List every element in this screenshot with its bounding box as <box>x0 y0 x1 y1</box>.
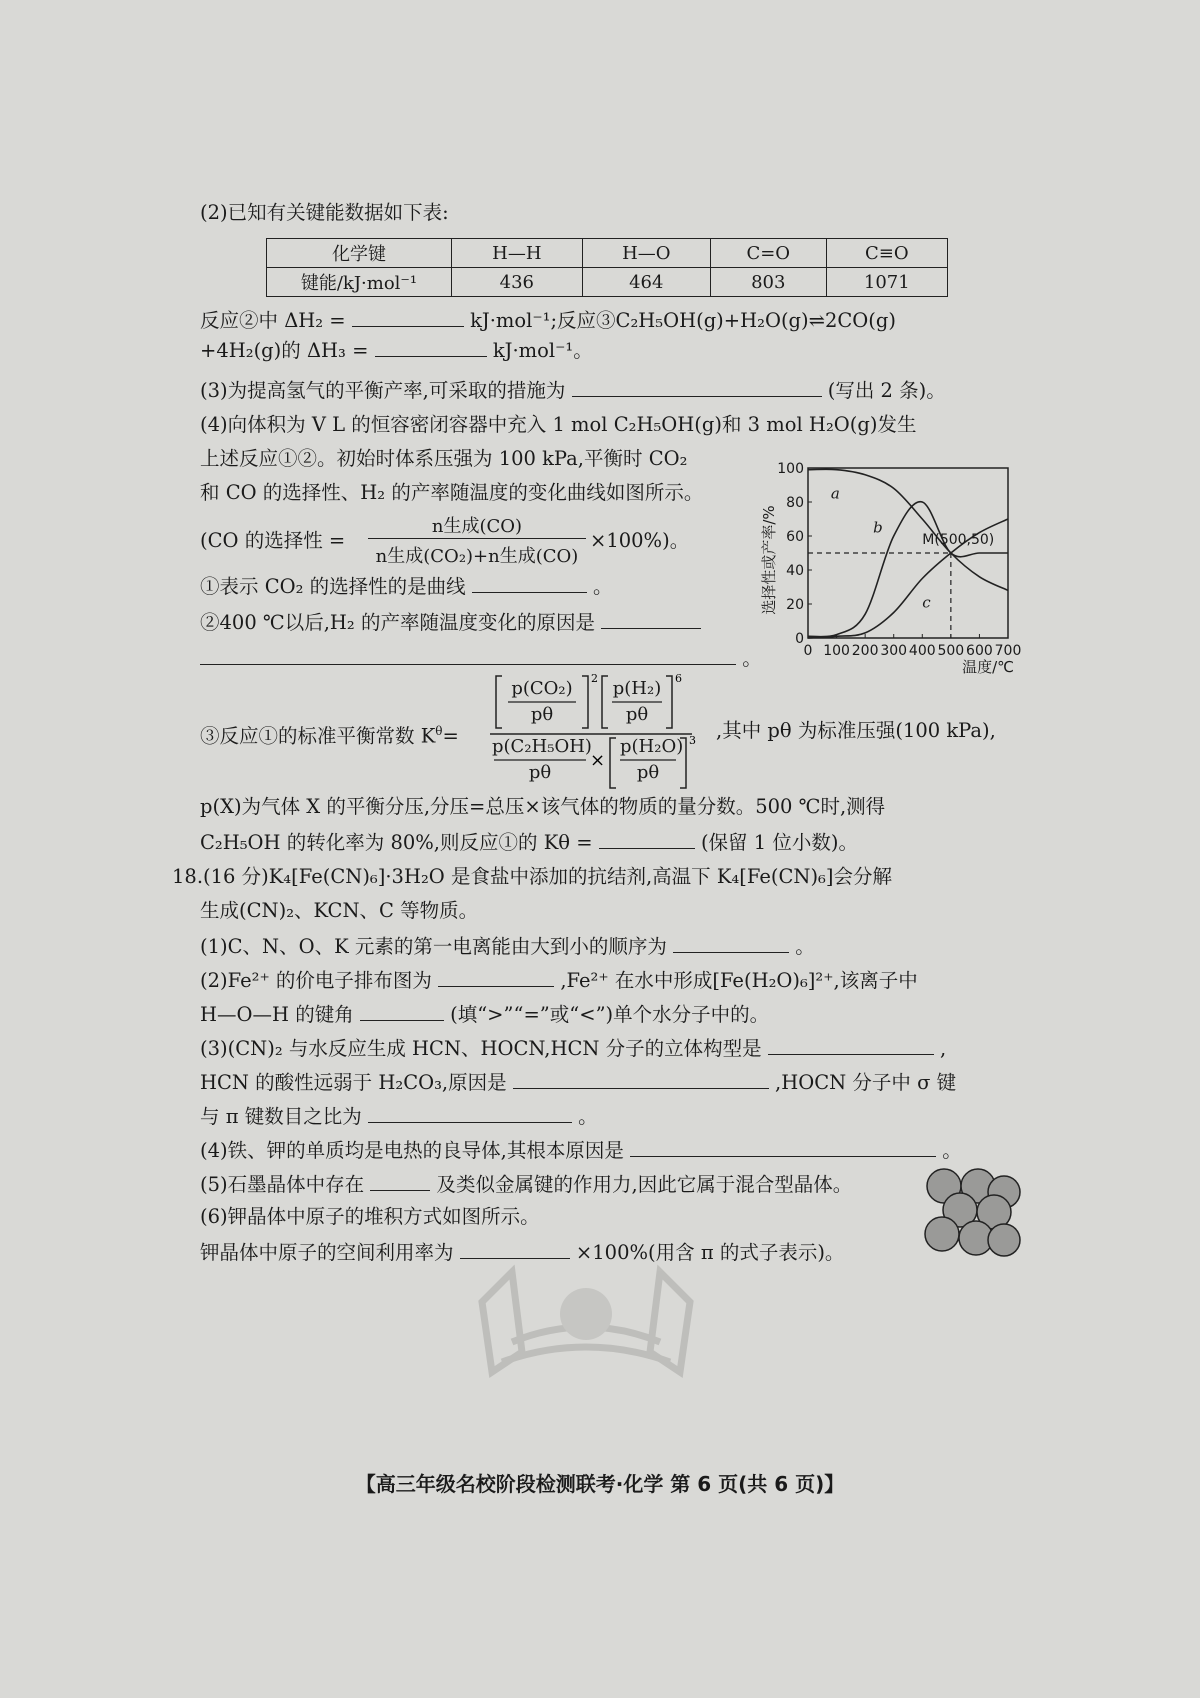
answer-blank-electron-config[interactable] <box>438 964 554 987</box>
q17-dh2-line <box>200 304 896 336</box>
q17-dh3-line <box>200 334 593 366</box>
answer-blank-conductor[interactable] <box>630 1134 936 1157</box>
q17-part3-line <box>200 374 946 406</box>
x-tick-label: 200 <box>851 643 879 659</box>
q17-part4-line2: 上述反应①②。初始时体系压强为 100 kPa,平衡时 CO₂ <box>200 447 688 470</box>
table-header-cell: C=O <box>710 239 826 268</box>
q18-part2-cont: ,Fe²⁺ 在水中形成[Fe(H₂O)₆]²⁺,该离子中 <box>560 969 918 992</box>
answer-blank-dh2[interactable] <box>352 304 464 327</box>
q17-part4-line1: (4)向体积为 V L 的恒容密闭容器中充入 1 mol C₂H₅OH(g)和 3 mol H₂O(g)发生 <box>200 413 917 436</box>
kp-den2-ptheta: pθ <box>636 762 660 783</box>
answer-blank-part3[interactable] <box>572 374 822 397</box>
series-line-b <box>808 502 1008 637</box>
table-header-cell: 化学键 <box>267 239 452 268</box>
answer-blank-h2-reason-a[interactable] <box>601 606 701 629</box>
table-row <box>267 268 948 297</box>
svg-text:2: 2 <box>591 672 598 685</box>
table-cell: 803 <box>710 268 826 297</box>
kp-conversion-text: C₂H₅OH 的转化率为 80%,则反应①的 Kθ = <box>200 831 593 854</box>
answer-blank-acidity[interactable] <box>513 1066 769 1089</box>
q17-part4-line3: 和 CO 的选择性、H₂ 的产率随温度的变化曲线如图所示。 <box>200 481 704 504</box>
part3-text: (3)为提高氢气的平衡产率,可采取的措施为 <box>200 379 566 402</box>
part4-q1-text: ①表示 CO₂ 的选择性的是曲线 <box>200 575 466 598</box>
answer-blank-ionization[interactable] <box>673 930 789 953</box>
kp-num2: p(H₂) <box>612 678 662 699</box>
selectivity-left: (CO 的选择性 = <box>200 529 346 552</box>
q17-part4-q1 <box>200 570 613 602</box>
kp-num1-ptheta: pθ <box>530 704 554 725</box>
q17-part4-q3-line2: p(X)为气体 X 的平衡分压,分压=总压×该气体的物质的量分数。500 ℃时,测得 <box>200 795 886 818</box>
dh3-label: +4H₂(g)的 ΔH₃ = <box>200 339 369 362</box>
series-label-b: b <box>873 518 883 537</box>
q17-part4-q2 <box>200 606 701 638</box>
end-mark: 。 <box>942 1139 962 1162</box>
answer-blank-bond-ratio[interactable] <box>368 1100 572 1123</box>
end-mark: 。 <box>742 647 762 670</box>
answer-blank-curve[interactable] <box>472 570 587 593</box>
q18-part5-cont: 及类似金属键的作用力,因此它属于混合型晶体。 <box>436 1173 853 1196</box>
q18-part1 <box>200 930 815 962</box>
pi-bond-text: 与 π 键数目之比为 <box>200 1105 362 1128</box>
x-tick-label: 700 <box>994 643 1022 659</box>
y-tick-label: 0 <box>795 631 804 647</box>
page-footer: 【高三年级名校阶段检测联考·化学 第 6 页(共 6 页)】 <box>355 1472 845 1496</box>
svg-text:6: 6 <box>675 672 682 685</box>
x-tick-label: 0 <box>803 643 813 659</box>
q18-part1-text: (1)C、N、O、K 元素的第一电离能由大到小的顺序为 <box>200 935 667 958</box>
kp-num2-ptheta: pθ <box>625 704 649 725</box>
kp-den2: p(H₂O) <box>620 736 684 757</box>
q18-line1: 18.(16 分)K₄[Fe(CN)₆]·3H₂O 是食盐中添加的抗结剂,高温下 K₄[Fe(CN)₆]会分解 <box>172 865 892 888</box>
sigma-bond-text: ,HOCN 分子中 σ 键 <box>775 1071 957 1094</box>
q18-part6: (6)钾晶体中原子的堆积方式如图所示。 <box>200 1205 540 1228</box>
kp-note: ,其中 pθ 为标准压强(100 kPa), <box>716 719 996 742</box>
series-label-c: c <box>922 593 931 612</box>
end-mark: 。 <box>593 575 613 598</box>
series-label-a: a <box>830 484 840 503</box>
q18-part5-text: (5)石墨晶体中存在 <box>200 1173 365 1196</box>
table-header-cell: C≡O <box>826 239 947 268</box>
x-axis-label: 温度/℃ <box>962 658 1014 676</box>
y-tick-label: 80 <box>786 495 804 511</box>
x-tick-label: 500 <box>937 643 965 659</box>
y-tick-label: 40 <box>786 563 804 579</box>
kp-label-text: ③反应①的标准平衡常数 K <box>200 724 436 748</box>
table-header-cell: H—O <box>582 239 710 268</box>
x-tick-label: 300 <box>880 643 908 659</box>
q18-part4-text: (4)铁、钾的单质均是电热的良导体,其根本原因是 <box>200 1139 624 1162</box>
q18-part4 <box>200 1134 962 1166</box>
table-cell: 1071 <box>826 268 947 297</box>
kp-den1-ptheta: pθ <box>528 762 552 783</box>
selectivity-right: ×100%)。 <box>590 529 690 552</box>
x-tick-label: 600 <box>966 643 993 659</box>
bond-angle-note: (填“>”“=”或“<”)单个水分子中的。 <box>450 1003 770 1026</box>
point-m-annotation: M(500,50) <box>922 532 995 549</box>
packing-note: ×100%(用含 π 的式子表示)。 <box>575 1241 845 1264</box>
x-tick-label: 400 <box>908 643 936 659</box>
table-cell: 464 <box>582 268 710 297</box>
kp-precision-note: (保留 1 位小数)。 <box>700 831 858 854</box>
watermark-logo <box>472 1262 700 1382</box>
q18-part3-line3 <box>200 1100 598 1132</box>
q18-part3: (3)(CN)₂ 与水反应生成 HCN、HOCN,HCN 分子的立体构型是 , <box>200 1032 946 1064</box>
end-mark: 。 <box>578 1105 598 1128</box>
q18-part2 <box>200 964 918 996</box>
svg-text:×: × <box>590 750 606 771</box>
table-row <box>267 239 948 268</box>
acidity-text: HCN 的酸性远弱于 H₂CO₃,原因是 <box>200 1071 507 1094</box>
table-header-cell: H—H <box>452 239 583 268</box>
selectivity-chart <box>756 448 1028 678</box>
svg-text:3: 3 <box>689 734 696 747</box>
selectivity-numerator: n生成(CO) <box>431 516 523 537</box>
q18-line2: 生成(CN)₂、KCN、C 等物质。 <box>200 899 479 922</box>
kp-num1: p(CO₂) <box>511 678 573 699</box>
bond-angle-text: H—O—H 的键角 <box>200 1003 354 1026</box>
table-cell: 436 <box>452 268 583 297</box>
answer-blank-bond-angle[interactable] <box>360 998 444 1021</box>
end-mark: 。 <box>795 935 815 958</box>
selectivity-denominator: n生成(CO₂)+n生成(CO) <box>375 546 579 567</box>
kp-den1: p(C₂H₅OH) <box>492 736 592 757</box>
q18-part2-text: (2)Fe²⁺ 的价电子排布图为 <box>200 969 432 992</box>
answer-blank-geometry[interactable] <box>768 1032 934 1055</box>
q18-part2-line2 <box>200 998 769 1030</box>
bond-energy-table <box>266 238 948 297</box>
dh2-unit-text: kJ·mol⁻¹;反应③C₂H₅OH(g)+H₂O(g)⇌2CO(g) <box>470 309 896 332</box>
answer-blank-graphite[interactable] <box>370 1168 430 1191</box>
y-axis-label: 选择性或产率/% <box>760 505 778 615</box>
fraction-bar <box>368 538 586 539</box>
q17-part4-q3-line3 <box>200 826 858 858</box>
part4-q2-text: ②400 ℃以后,H₂ 的产率随温度变化的原因是 <box>200 611 595 634</box>
q18-part3-line2 <box>200 1066 956 1098</box>
dh3-unit-text: kJ·mol⁻¹。 <box>492 339 593 362</box>
y-tick-label: 20 <box>786 597 804 613</box>
table-cell: 键能/kJ·mol⁻¹ <box>267 268 452 297</box>
q18-part3-text: (3)(CN)₂ 与水反应生成 HCN、HOCN,HCN 分子的立体构型是 <box>200 1037 762 1060</box>
part3-note: (写出 2 条)。 <box>827 379 946 402</box>
packing-text: 钾晶体中原子的空间利用率为 <box>200 1241 454 1264</box>
kp-label: ③反应①的标准平衡常数 $K^\theta=$ <box>200 724 459 748</box>
dh2-label: 反应②中 ΔH₂ = <box>200 309 346 332</box>
answer-blank-packing[interactable] <box>460 1236 570 1259</box>
y-tick-label: 100 <box>777 461 804 477</box>
y-tick-label: 60 <box>786 529 804 545</box>
answer-blank-h2-reason-b[interactable] <box>200 642 736 665</box>
answer-blank-dh3[interactable] <box>375 334 487 357</box>
x-tick-label: 100 <box>823 643 850 659</box>
answer-blank-kp[interactable] <box>599 826 695 849</box>
q17-part2-intro: (2)已知有关键能数据如下表: <box>200 201 449 224</box>
potassium-packing-figure <box>920 1166 1022 1266</box>
q18-part5 <box>200 1168 852 1200</box>
